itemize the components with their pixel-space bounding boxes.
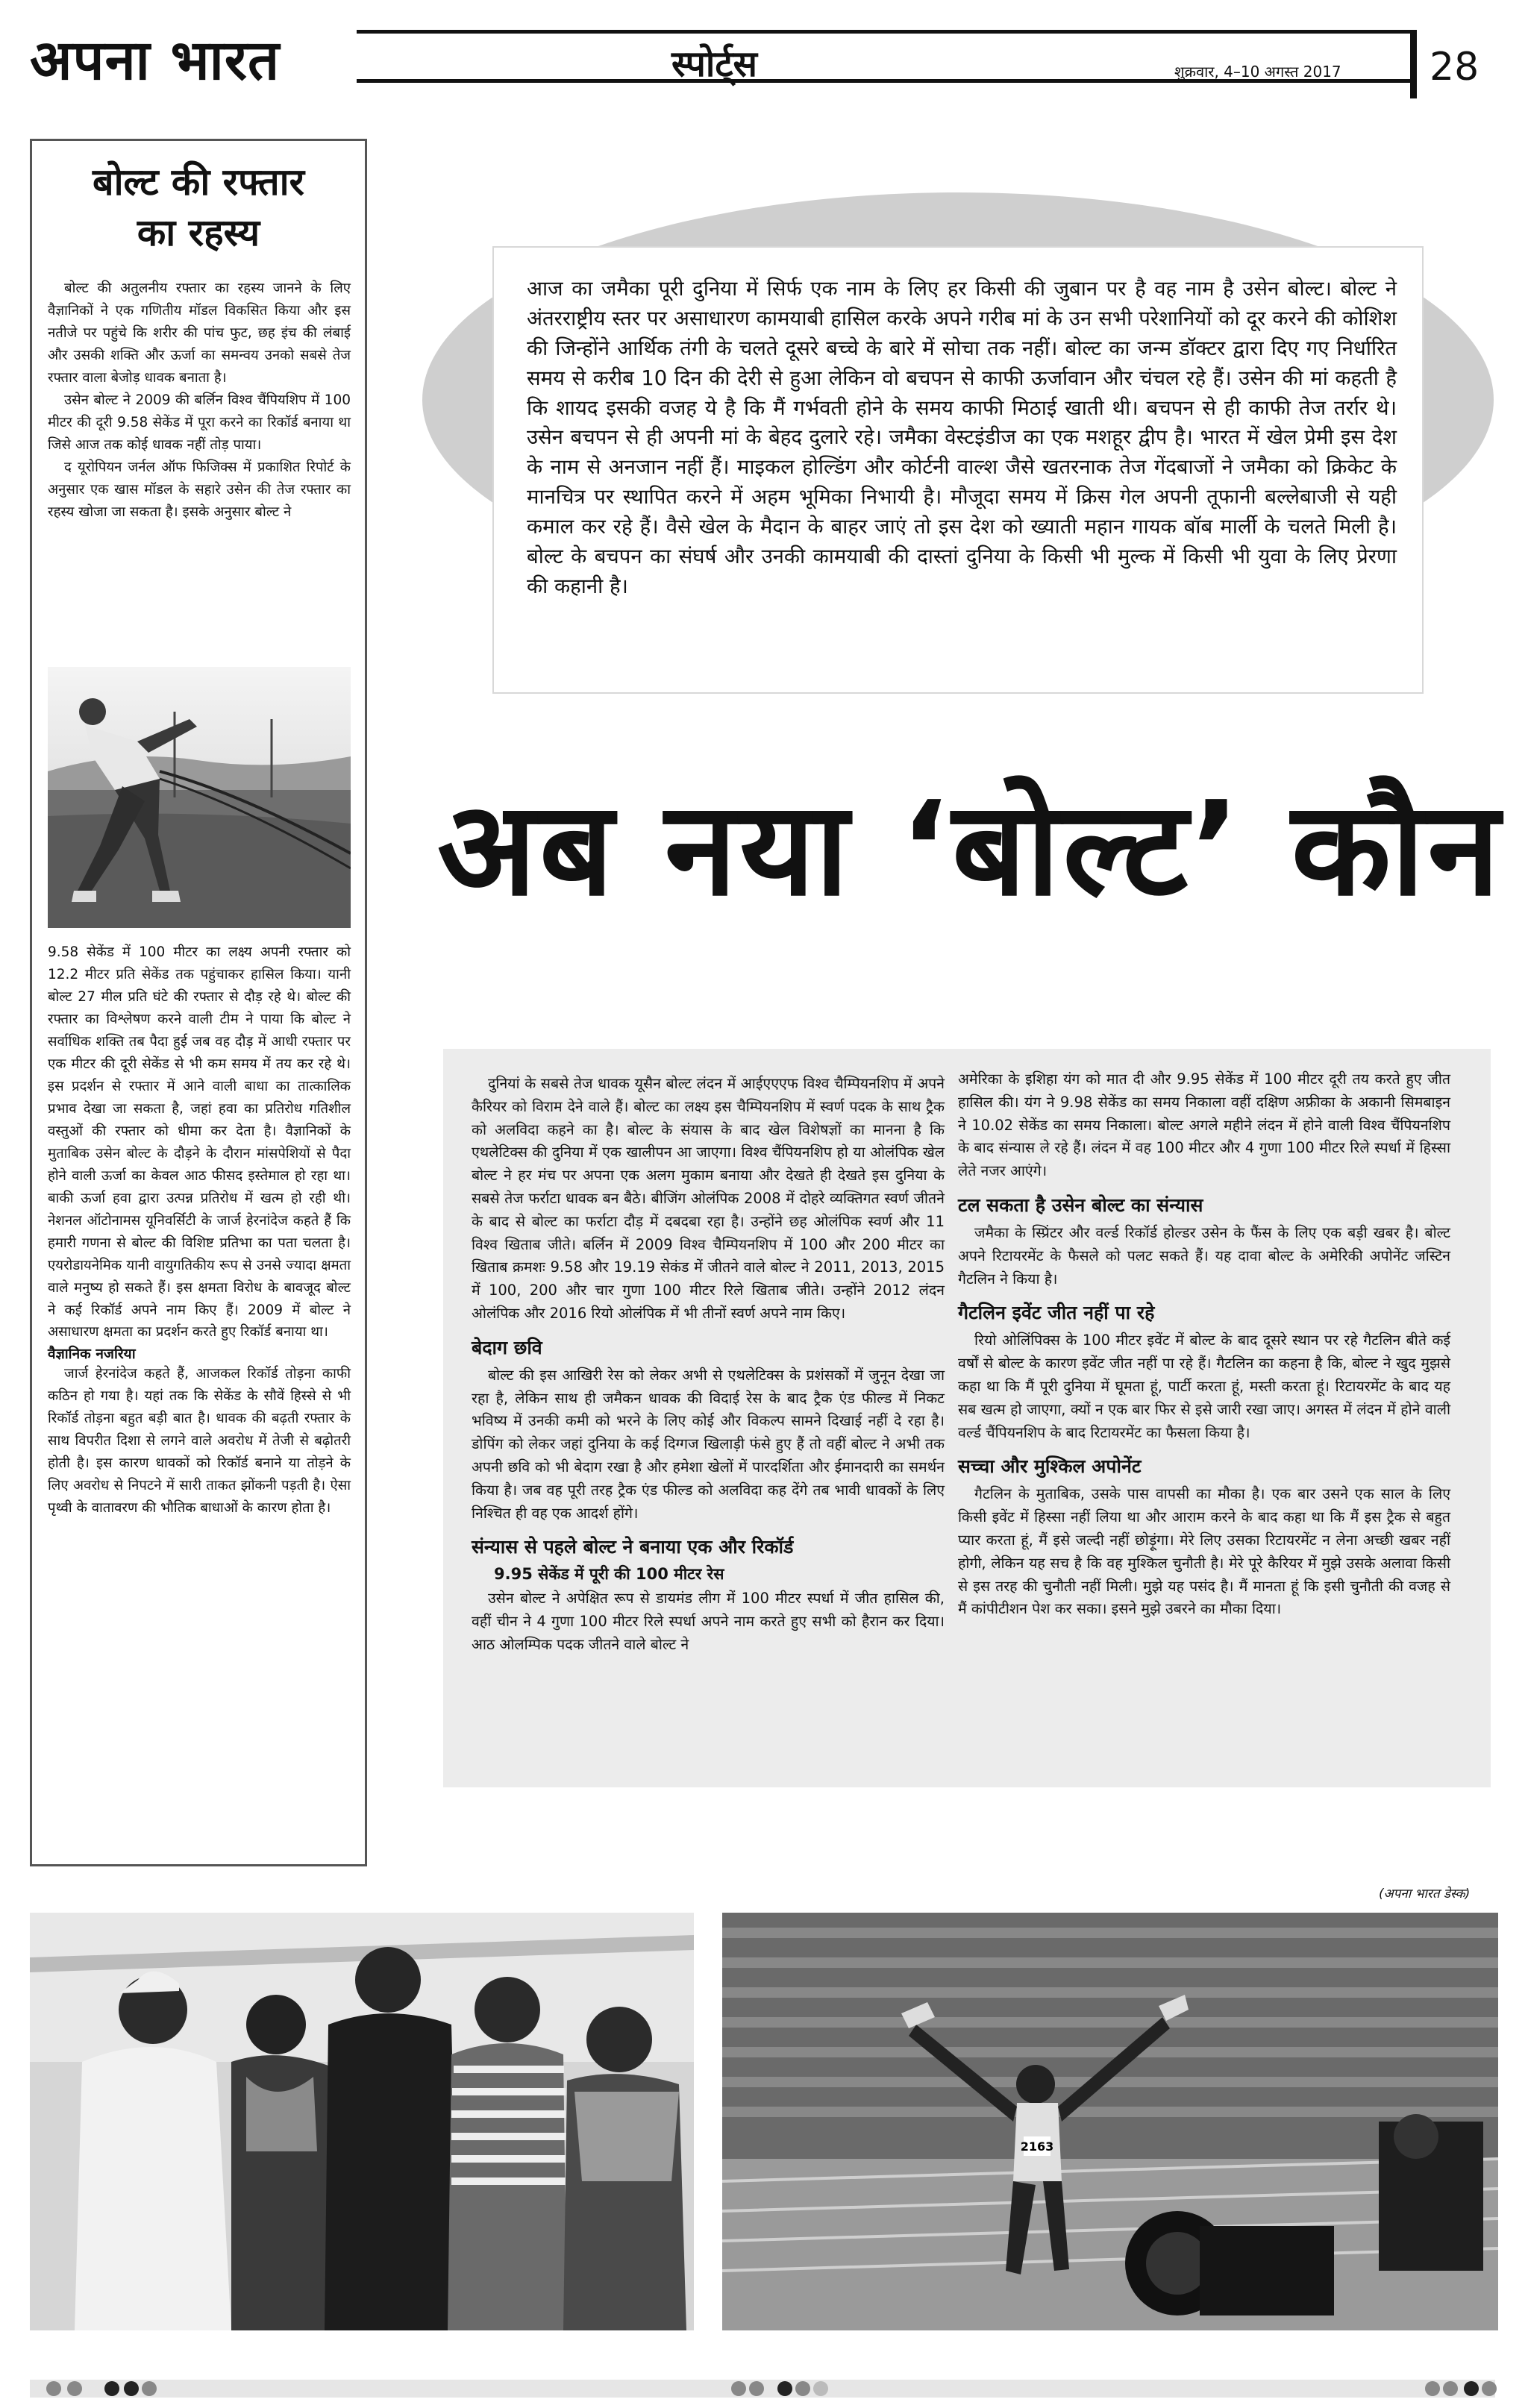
sidebar-text-bottom [48,941,351,1520]
page-number: 28 [1430,45,1480,90]
intro-paragraph: आज का जमैका पूरी दुनिया में सिर्फ एक नाम के लिए हर किसी की जुबान पर है वह नाम है उसेन बोल्ट। बोल्ट ने अंतरराष्ट्रीय स्तर पर असाधारण कामयाबी हासिल करके अपने गरीब मां के उन सभी परेशानियों को दूर करने की कोशिश की जिन्होंने आर्थिक तंगी के चलते दूसरे बच्चे के बारे में सोचा तक नहीं। बोल्ट का जन्म डॉक्टर द्वारा दिए गए निर्धारित समय से करीब 10 दिन की देरी से हुआ लेकिन वो बचपन से काफी ऊर्जावान और चंचल रहे हैं। उसेन की मां कहती है कि शायद इसकी वजह ये है कि मैं गर्भवती होने के समय काफी मिठाई खाती थी। बचपन से ही काफी तेज तर्रार थे। उसेन बचपन से ही अपनी मां के बेहद दुलारे रहे। जमैका वेस्टइंडीज का एक मशहूर द्वीप है। भारत में खेल प्रेमी इस देश के नाम से अनजान नहीं हैं। माइकल होल्डिंग और कोर्टनी वाल्श जैसे खतरनाक तेज गेंदबाजों ने जमैका को क्रिकेट के मानचित्र पर स्थापित करने में अहम भूमिका निभायी है। मौजूदा समय में क्रिस गेल अपनी तूफानी बल्लेबाजी से यही कमाल कर रहे हैं। वैसे खेल के मैदान के बाहर जाएं तो इस देश को ख्याती महान गायक बॉब मार्ली के चलते मिली है। बोल्ट के बचपन का संघर्ष और उनकी कामयाबी की दास्तां दुनिया के किसी भी मुल्क में किसी भी युवा के लिए प्रेरणा की कहानी है। [527,277,1397,598]
footer-dot [1425,2381,1440,2396]
article-paragraph: जमैका के स्प्रिंटर और वर्ल्ड रिकॉर्ड होल्डर उसेन के फैंस के लिए एक बड़ी खबर है। बोल्ट अपने रिटायरमेंट के फैसले को पलट सकते हैं। यह दावा बोल्ट के अमेरिकी अपोनेंट जस्टिन गैटलिन ने किया है। [958,1223,1450,1288]
article-subheading: संन्यास से पहले बोल्ट ने बनाया एक और रिकॉर्ड [472,1536,794,1558]
sidebar-text-top [48,278,351,524]
article-column-left [472,1073,945,1661]
athlete-bib-number: 2163 [1020,2139,1054,2154]
issue-date: शुक्रवार, 4–10 अगस्त 2017 [1174,63,1341,81]
article-subheading-secondary: 9.95 सेकेंड में पूरी की 100 मीटर रेस [494,1565,724,1584]
sidebar-paragraph: जार्ज हेरनांदेज कहते हैं, आजकल रिकॉर्ड तोड़ना काफी कठिन हो गया है। यहां तक कि सेकेंड के सौवें हिस्से से भी रिकॉर्ड तोड़ना बहुत बड़ी बात है। धावक की बढ़ती रफ्तार के साथ विपरीत दिशा से लगने वाले अवरोध में तेजी से बढ़ोतरी होती है। इस कारण धावकों को रिकॉर्ड बनाने या तोड़ने के लिए अवरोध से निपटने में सारी ताकत झोंकनी पड़ती है। ऐसा पृथ्वी के वातावरण की भौतिक बाधाओं के कारण होता है। [48,1366,351,1517]
article-column-right [958,1068,1450,1625]
sidebar-subheading: वैज्ञानिक नजरिया [48,1346,136,1363]
article-subheading: बेदाग छवि [472,1336,542,1358]
footer-dot [46,2381,61,2396]
footer-dot [124,2381,139,2396]
sidebar-title-line1: बोल्ट की रफ्तार [93,160,304,204]
main-headline: अब नया ‘बोल्ट’ कौन [437,774,1503,925]
sprinter-training-photo [48,667,351,928]
footer-dot [749,2381,764,2396]
desk-credit: (अपना भारत डेस्क) [1379,1887,1471,1901]
footer-dot [67,2381,82,2396]
page-number-divider [1410,30,1417,98]
footer-dot [1443,2381,1458,2396]
footer-dot [1464,2381,1479,2396]
article-paragraph: गैटलिन के मुताबिक, उसके पास वापसी का मौका है। एक बार उसने एक साल के लिए किसी इवेंट में हिस्सा नहीं लिया था और आराम करने के बाद कहा था कि मैं इस ट्रैक से बहुत प्यार करता हूं, मैं इसे जल्दी नहीं छोड़ूंगा। मेरे लिए उसका रिटायरमेंट न लेना अच्छी खबर नहीं होगी, लेकिन यह सच है कि वह मुश्किल चुनौती है। मेरे पूरे कैरियर में मुझे उसके अलावा किसी से इस तरह की चुनौती नहीं मिली। मुझे यह पसंद है। मैं मानता हूं कि इसी चुनौती की वजह से मैं कांपीटीशन पेश कर सका। इसने मुझे उबरने का मौका दिया। [958,1485,1450,1618]
masthead-top-rule [357,30,1415,34]
footer-dot [795,2381,810,2396]
article-paragraph: उसेन बोल्ट ने अपेक्षित रूप से डायमंड लीग में 100 मीटर स्पर्धा में जीत हासिल की, वहीं चीन ने 4 गुणा 100 मीटर रिले स्पर्धा अपने नाम करते हुए सभी को हैरान कर दिया। आठ ओलम्पिक पदक जीतने वाले बोल्ट ने [472,1590,945,1653]
sidebar-paragraph: द यूरोपियन जर्नल ऑफ फिजिक्स में प्रकाशित रिपोर्ट के अनुसार एक खास मॉडल के सहारे उसेन की तेज रफ्तार का रहस्य खोजा जा सकता है। इसके अनुसार बोल्ट ने [48,459,351,520]
sidebar-paragraph: बोल्ट की अतुलनीय रफ्तार का रहस्य जानने के लिए वैज्ञानिकों ने एक गणितीय मॉडल विकसित किया और इस नतीजे पर पहुंचे कि शरीर की पांच फुट, छह इंच की लंबाई और उसकी शक्ति और ऊर्जा का समन्वय उनको सबसे तेज रफ्तार वाला बेजोड़ धावक बनाता है। [48,280,351,386]
footer-dot [104,2381,119,2396]
footer-dot [777,2381,792,2396]
article-subheading: सच्चा और मुश्किल अपोनेंट [958,1455,1142,1478]
footer-dot [1482,2381,1497,2396]
sidebar-paragraph: 9.58 सेकेंड में 100 मीटर का लक्ष्य अपनी रफ्तार को 12.2 मीटर प्रति सेकेंड तक पहुंचाकर हासिल किया। यानी बोल्ट 27 मील प्रति घंटे की रफ्तार से दौड़ रहे थे। बोल्ट की रफ्तार का विश्लेषण करने वाली टीम ने पाया कि बोल्ट ने सर्वाधिक शक्ति तब पैदा हुई जब वह दौड़ में आधी रफ्तार पर एक मीटर की दूरी सेकेंड से भी कम समय में तय कर रहे थे। इस प्रदर्शन से रफ्तार में आने वाली बाधा का तात्कालिक प्रभाव देखा जा सकता है, जहां हवा का प्रतिरोध गतिशील वस्तुओं की रफ्तार को धीमा कर देता है। वैज्ञानिकों के मुताबिक उसेन बोल्ट के दौड़ने के दौरान मांसपेशियों से पैदा होने वाली ऊर्जा का केवल आठ फीसद इस्तेमाल हो रहा था। बाकी ऊर्जा हवा द्वारा उत्पन्न प्रतिरोध में खत्म हो रही थी। नेशनल ऑटोनामस यूनिवर्सिटी के जार्ज हेरनांदेज कहते हैं कि हमारी गणना से बोल्ट की विशिष्ट प्रतिभा का पता चलता है। एयरोडायनेमिक यानी वायुगतिकीय रूप से उनसे ज्यादा क्षमता वाले मनुष्य हो सकते हैं। इस क्षमता विरोध के बावजूद बोल्ट ने कई रिकॉर्ड अपने नाम किए हैं। 2009 में बोल्ट ने असाधारण क्षमता का प्रदर्शन करते हुए रिकॉर्ड बनाया था। [48,944,351,1341]
article-subheading: गैटलिन इवेंट जीत नहीं पा रहे [958,1302,1155,1324]
article-paragraph: अमेरिका के इशिहा यंग को मात दी और 9.95 सेकेंड में 100 मीटर दूरी तय करते हुए जीत हासिल की। यंग ने 9.98 सेकेंड का समय निकाला वहीं दक्षिण अफ्रीका के अकानी सिमबाइन ने 10.02 सेकेंड का समय निकाला। बोल्ट अगले महीने लंदन में होने वाली विश्व चैंपियनशिप के बाद संन्यास ले रहे हैं। लंदन में वह 100 मीटर और 4 गुणा 100 मीटर रिले स्पर्धा में हिस्सा लेते नजर आएंगे। [958,1070,1450,1180]
article-paragraph: दुनियां के सबसे तेज धावक यूसैन बोल्ट लंदन में आईएएएफ विश्व चैम्पियनशिप में अपने कैरियर को विराम देने वाले हैं। बोल्ट का लक्ष्य इस चैम्पियनशिप में स्वर्ण पदक के साथ ट्रैक को अलविदा कहने का है। बोल्ट के संयास के बाद खेल विशेषज्ञों का मानना है कि एथलेटिक्स की दुनिया में एक खालीपन आ जाएगा। विश्व चैंपियनशिप हो या ओलंपिक खेल बोल्ट ने हर मंच पर अपना एक अलग मुकाम बनाया और देखते ही देखते इस दुनिया के सबसे तेज फर्राटा धावक बन बैठे। बीजिंग ओलंपिक 2008 में दोहरे व्यक्तिगत स्वर्ण जीतने के बाद से बोल्ट का फर्राटा दौड़ में दबदबा रहा है। उन्होंने छह ओलंपिक स्वर्ण और 11 विश्व खिताब जीते। बर्लिन में 2009 विश्व चैम्पियनशिप में 100 और 200 मीटर का खिताब क्रमशः 9.58 और 19.19 सेकंड में जीतने वाले बोल्ट ने 2011, 2013, 2015 में 100, 200 और चार गुणा 100 मीटर रिले खिताब जीते। उन्होंने 2012 लंदन ओलंपिक और 2016 रियो ओलंपिक में भी तीनों स्वर्ण अपने नाम किए। [472,1075,945,1322]
article-subheading: टल सकता है उसेन बोल्ट का संन्यास [958,1194,1203,1216]
footer-dot [813,2381,828,2396]
sidebar-title-line2: का रहस्य [137,210,260,254]
footer-dot [731,2381,746,2396]
stadium-celebration-photo [722,1913,1498,2330]
footer-dot [142,2381,157,2396]
newspaper-name: अपना भारत [30,28,281,93]
article-paragraph: रियो ओलिंपिक्स के 100 मीटर इवेंट में बोल्ट के बाद दूसरे स्थान पर रहे गैटलिन बीते कई वर्षों से बोल्ट के कारण इवेंट जीत नहीं पा रहे हैं। गैटलिन का कहना है कि, बोल्ट ने खुद मुझसे कहा था कि मैं पूरी दुनिया में घूमता हूं, पार्टी करता हूं, मस्ती करता हूं। रिटायरमेंट के बाद यह सब खत्म हो जाएगा, क्यों न एक बार फिर से इसे जारी रखा जाए। अगस्त में लंदन में होने वाली वर्ल्ड चैंपियनशिप के बाद रिटायरमेंट का फैसला किया है। [958,1332,1450,1441]
sidebar-paragraph: उसेन बोल्ट ने 2009 की बर्लिन विश्व चैंपियशिप में 100 मीटर की दूरी 9.58 सेकेंड में पूरा करने का रिकॉर्ड बनाया था जिसे आज तक कोई धावक नहीं तोड़ पाया। [48,392,351,453]
sidebar-title [30,157,367,257]
family-group-photo [30,1913,694,2330]
section-title: स्पोर्ट्स [671,43,758,85]
article-paragraph: बोल्ट की इस आखिरी रेस को लेकर अभी से एथलेटिक्स के प्रशंसकों में जुनून देखा जा रहा है, लेकिन साथ ही जमैकन धावक की विदाई रेस के बाद ट्रैक एंड फील्ड में निकट भविष्य में उनकी कमी को भरने के लिए कोई और विकल्प सामने दिखाई नहीं दे रहा है। डोपिंग को लेकर जहां दुनिया के कई दिग्गज खिलाड़ी फंसे हुए हैं तो वहीं बोल्ट ने अभी तक अपनी छवि को भी बेदाग रखा है और हमेशा खेलों में पारदर्शिता और ईमानदारी का समर्थन किया है। जब वह पूरी तरह ट्रैक एंड फील्ड को अलविदा कह देंगे तब भावी धावकों के लिए निश्चित ही वह एक आदर्श होंगे। [472,1366,945,1522]
